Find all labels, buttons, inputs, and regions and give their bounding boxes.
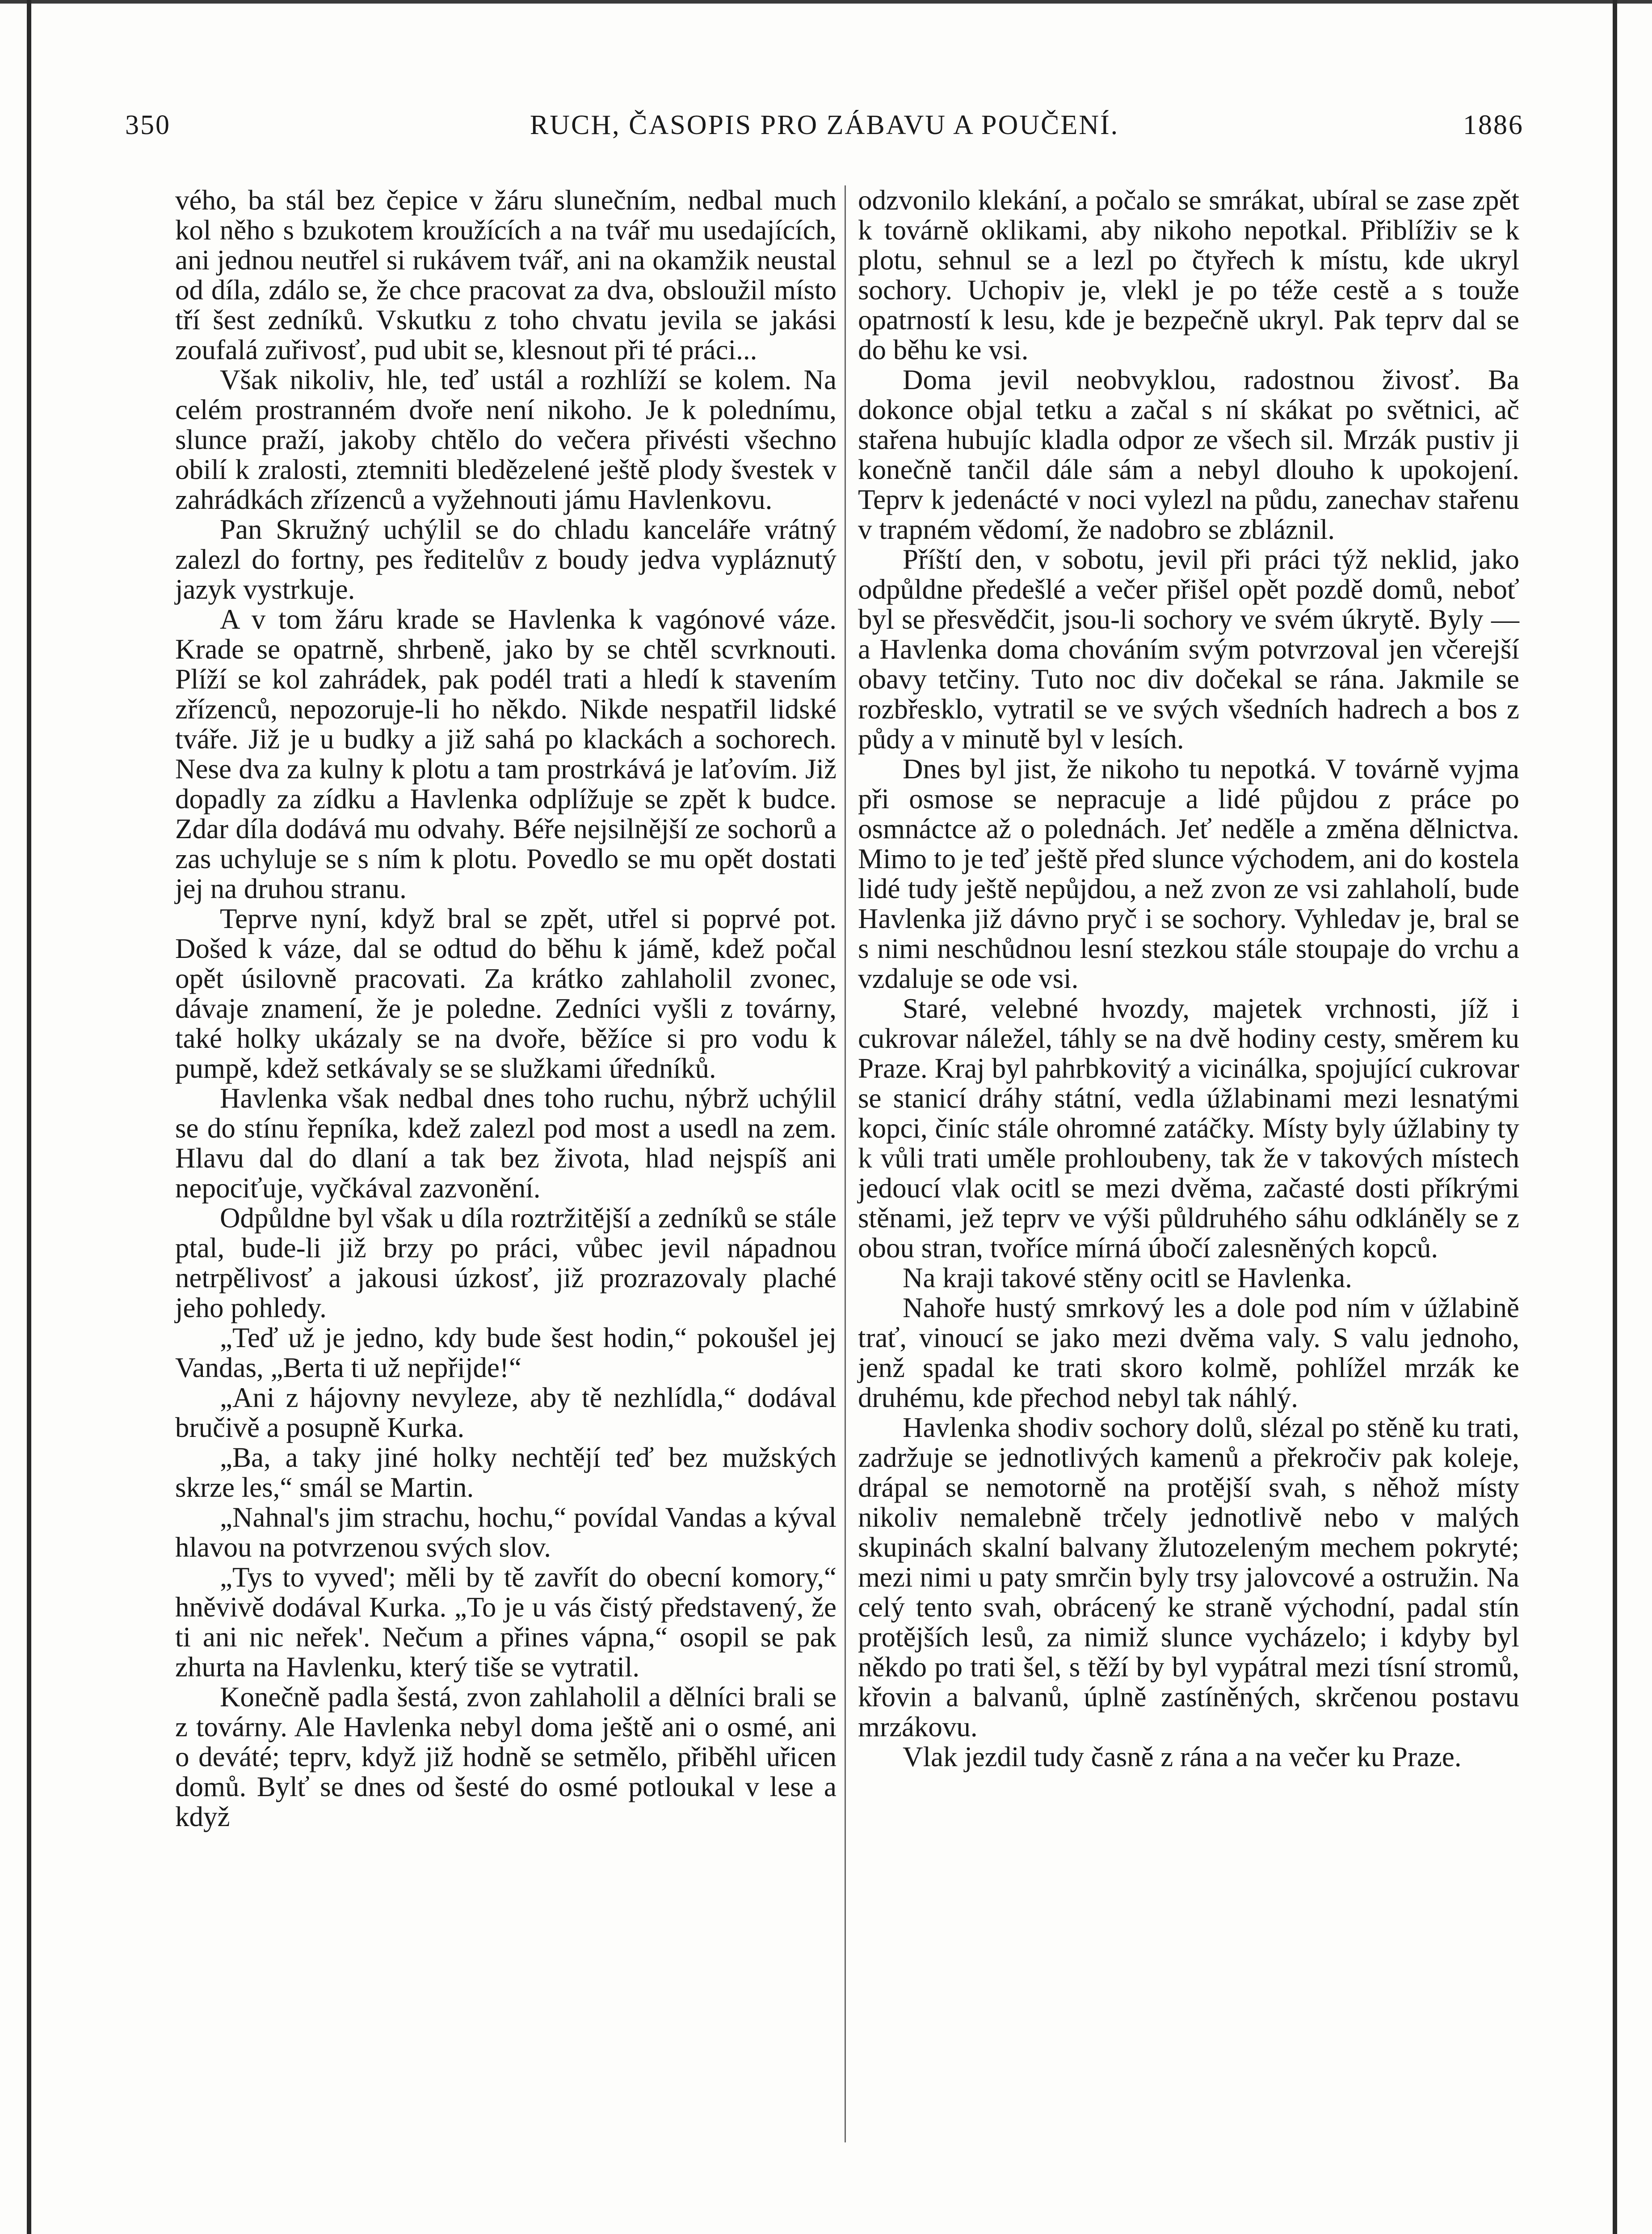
paragraph: Havlenka však nedbal dnes toho ruchu, nýbrž uchýlil se do stínu řepníka, kdež zalezl pod most a usedl na zem. Hlavu dal do dlaní a tak bez života, hlad nejspíš ani nepociťuje, vyčkával zazvonění. bbox=[175, 1083, 837, 1204]
paragraph: Havlenka shodiv sochory dolů, slézal po stěně ku trati, zadržuje se jednotlivých kamenů a překročiv pak koleje, drápal se nemotorně na protější svah, s něhož místy nikoliv nemalebně trčely jednotlivě nebo v malých skupinách skalní balvany žlutozeleným mechem pokryté; mezi nimi u paty smrčin byly trsy jalovcové a ostružin. Na celý tento svah, obrácený ke straně východní, padal stín protějších lesů, za nimiž slunce vycházelo; i kdyby byl někdo po trati šel, s těží by byl vypátral mezi tísní stromů, křovin a balvanů, úplně zastíněných, skrčenou postavu mrzákovu. bbox=[858, 1412, 1519, 1743]
paragraph: Konečně padla šestá, zvon zahlaholil a dělníci brali se z továrny. Ale Havlenka nebyl doma ještě ani o osmé, ani o deváté; teprv, když již hodně se setmělo, přiběhl uřicen domů. Bylť se dnes od šesté do osmé potloukal v lese a když bbox=[175, 1681, 837, 1832]
paragraph: Staré, velebné hvozdy, majetek vrchnosti, jíž i cukrovar náležel, táhly se na dvě hodiny cesty, směrem ku Praze. Kraj byl pahrbkovitý a vicinálka, spojující cukrovar se stanicí dráhy státní, vedla úžlabinami mezi lesnatými kopci, činíc stále ohromné zatáčky. Místy byly úžlabiny ty k vůli trati uměle prohloubeny, tak že v takových místech jedoucí vlak ocitl se mezi dvěma, začasté dosti příkrými stěnami, jež teprv ve výši půldruhého sáhu odkláněly se z obou stran, tvoříce mírná úbočí zalesněných kopců. bbox=[858, 993, 1519, 1264]
scan-border-left bbox=[27, 0, 31, 2234]
paragraph: „Nahnal's jim strachu, hochu,“ povídal Vandas a kýval hlavou na potvrzenou svých slov. bbox=[175, 1502, 837, 1563]
paragraph: Dnes byl jist, že nikoho tu nepotká. V továrně vyjma při osmose se nepracuje a lidé půjdou z práce po osmnáctce až o polednách. Jeť neděle a změna dělnictva. Mimo to je teď ještě před slunce východem, ani do kostela lidé tudy ještě nepůjdou, a než zvon ze vsi zahlaholí, bude Havlenka již dávno pryč i se sochory. Vyhledav je, bral se s nimi neschůdnou lesní stezkou stále stoupaje do vrchu a vzdaluje se ode vsi. bbox=[858, 753, 1519, 994]
paragraph: Doma jevil neobvyklou, radostnou živosť. Ba dokonce objal tetku a začal s ní skákat po světnici, ač stařena hubujíc kladla odpor ze všech sil. Mrzák pustiv ji konečně tančil dále sám a nebyl dlouho k upokojení. Teprv k jedenácté v noci vylezl na půdu, zanechav stařenu v trapném vědomí, že nadobro se zbláznil. bbox=[858, 364, 1519, 545]
paragraph: Na kraji takové stěny ocitl se Havlenka. bbox=[903, 1262, 1352, 1293]
left-column bbox=[175, 185, 837, 1832]
page-number: 350 bbox=[125, 110, 171, 140]
scan-border-top bbox=[0, 0, 1652, 4]
paragraph: Však nikoliv, hle, teď ustál a rozhlíží se kolem. Na celém prostranném dvoře není nikoho. Je k polednímu, slunce praží, jakoby chtělo do večera přivésti všechno obilí k zralosti, ztemniti bledězelené ještě plody švestek v zahrádkách zřízenců a vyžehnouti jámu Havlenkovu. bbox=[175, 364, 837, 515]
scan-border-right bbox=[1613, 0, 1617, 2234]
paragraph: Teprve nyní, když bral se zpět, utřel si poprvé pot. Došed k váze, dal se odtud do běhu k jámě, kdež počal opět úsilovně pracovati. Za krátko zahlaholil zvonec, dávaje znamení, že je poledne. Zedníci vyšli z továrny, také holky ukázaly se na dvoře, běžíce si pro vodu k pumpě, kdež setkávaly se se služkami úředníků. bbox=[175, 903, 837, 1084]
paragraph: Pan Skružný uchýlil se do chladu kanceláře vrátný zalezl do fortny, pes ředitelův z boudy jedva vypláznutý jazyk vystrkuje. bbox=[175, 514, 837, 605]
running-header bbox=[125, 109, 1524, 150]
paragraph: „Ani z hájovny nevyleze, aby tě nezhlídla,“ dodával bručivě a posupně Kurka. bbox=[175, 1382, 837, 1443]
paragraph: A v tom žáru krade se Havlenka k vagónové váze. Krade se opatrně, shrbeně, jako by se chtěl scvrknouti. Plíží se kol zahrádek, pak podél trati a hledí k stavením zřízenců, nepozoruje-li ho někdo. Nikde nespatřil lidské tváře. Již je u budky a již sahá po klackách a sochorech. Nese dva za kulny k plotu a tam prostrkává je laťovím. Již dopadly za zídku a Havlenka odplížuje se zpět k budce. Zdar díla dodává mu odvahy. Béře nejsilnější ze sochorů a zas uchyluje se s ním k plotu. Povedlo se mu opět dostati jej na druhou stranu. bbox=[175, 604, 837, 904]
journal-title: RUCH, ČASOPIS PRO ZÁBAVU A POUČENÍ. bbox=[530, 110, 1119, 140]
paragraph: Odpůldne byl však u díla roztržitější a zedníků se stále ptal, bude-li již brzy po práci, vůbec jevil nápadnou netrpělivosť a jakousi úzkosť, již prozrazovaly plaché jeho pohledy. bbox=[175, 1202, 837, 1323]
paragraph: „Tys to vyved'; měli by tě zavřít do obecní komory,“ hněvivě dodával Kurka. „To je u vás čistý představený, že ti ani nic neřek'. Nečum a přines vápna,“ osopil se pak zhurta na Havlenku, který tiše se vytratil. bbox=[175, 1562, 837, 1683]
paragraph: Vlak jezdil tudy časně z rána a na večer ku Praze. bbox=[903, 1741, 1462, 1772]
column-divider bbox=[845, 185, 846, 2142]
right-column bbox=[858, 185, 1519, 1772]
paragraph: odzvonilo klekání, a počalo se smrákat, ubíral se zase zpět k továrně oklikami, aby nikoho nepotkal. Přiblíživ se k plotu, sehnul se a lezl po čtyřech k místu, kde ukryl sochory. Uchopiv je, vlekl je po téže cestě a s touže opatrností k lesu, kde je bezpečně ukryl. Pak teprv dal se do běhu ke vsi. bbox=[858, 185, 1519, 365]
paragraph: „Teď už je jedno, kdy bude šest hodin,“ pokoušel jej Vandas, „Berta ti už nepřijde!“ bbox=[175, 1322, 837, 1383]
paragraph: „Ba, a taky jiné holky nechtějí teď bez mužských skrze les,“ smál se Martin. bbox=[175, 1442, 837, 1503]
year: 1886 bbox=[1463, 110, 1524, 140]
paragraph: vého, ba stál bez čepice v žáru slunečním, nedbal much kol něho s bzukotem kroužících a na tvář mu usedajících, ani jednou neutřel si rukávem tvář, ani na okamžik neustal od díla, zdálo se, že chce pracovat za dva, obsloužil místo tří šest zedníků. Vskutku z toho chvatu jevila se jakási zoufalá zuřivosť, pud ubit se, klesnout při té práci... bbox=[175, 185, 837, 365]
paragraph: Nahoře hustý smrkový les a dole pod ním v úžlabině trať, vinoucí se jako mezi dvěma valy. S valu jednoho, jenž spadal ke trati skoro kolmě, pohlížel mrzák ke druhému, kde přechod nebyl tak náhlý. bbox=[858, 1292, 1519, 1413]
paragraph: Příští den, v sobotu, jevil při práci týž neklid, jako odpůldne předešlé a večer přišel opět pozdě domů, neboť byl se přesvědčit, jsou-li sochory ve svém úkrytě. Byly — a Havlenka doma chováním svým potvrzoval jen včerejší obavy tetčiny. Tuto noc div dočekal se rána. Jakmile se rozbřesklo, vytratil se ve svých všedních hadrech a bos z půdy a v minutě byl v lesích. bbox=[858, 544, 1519, 755]
